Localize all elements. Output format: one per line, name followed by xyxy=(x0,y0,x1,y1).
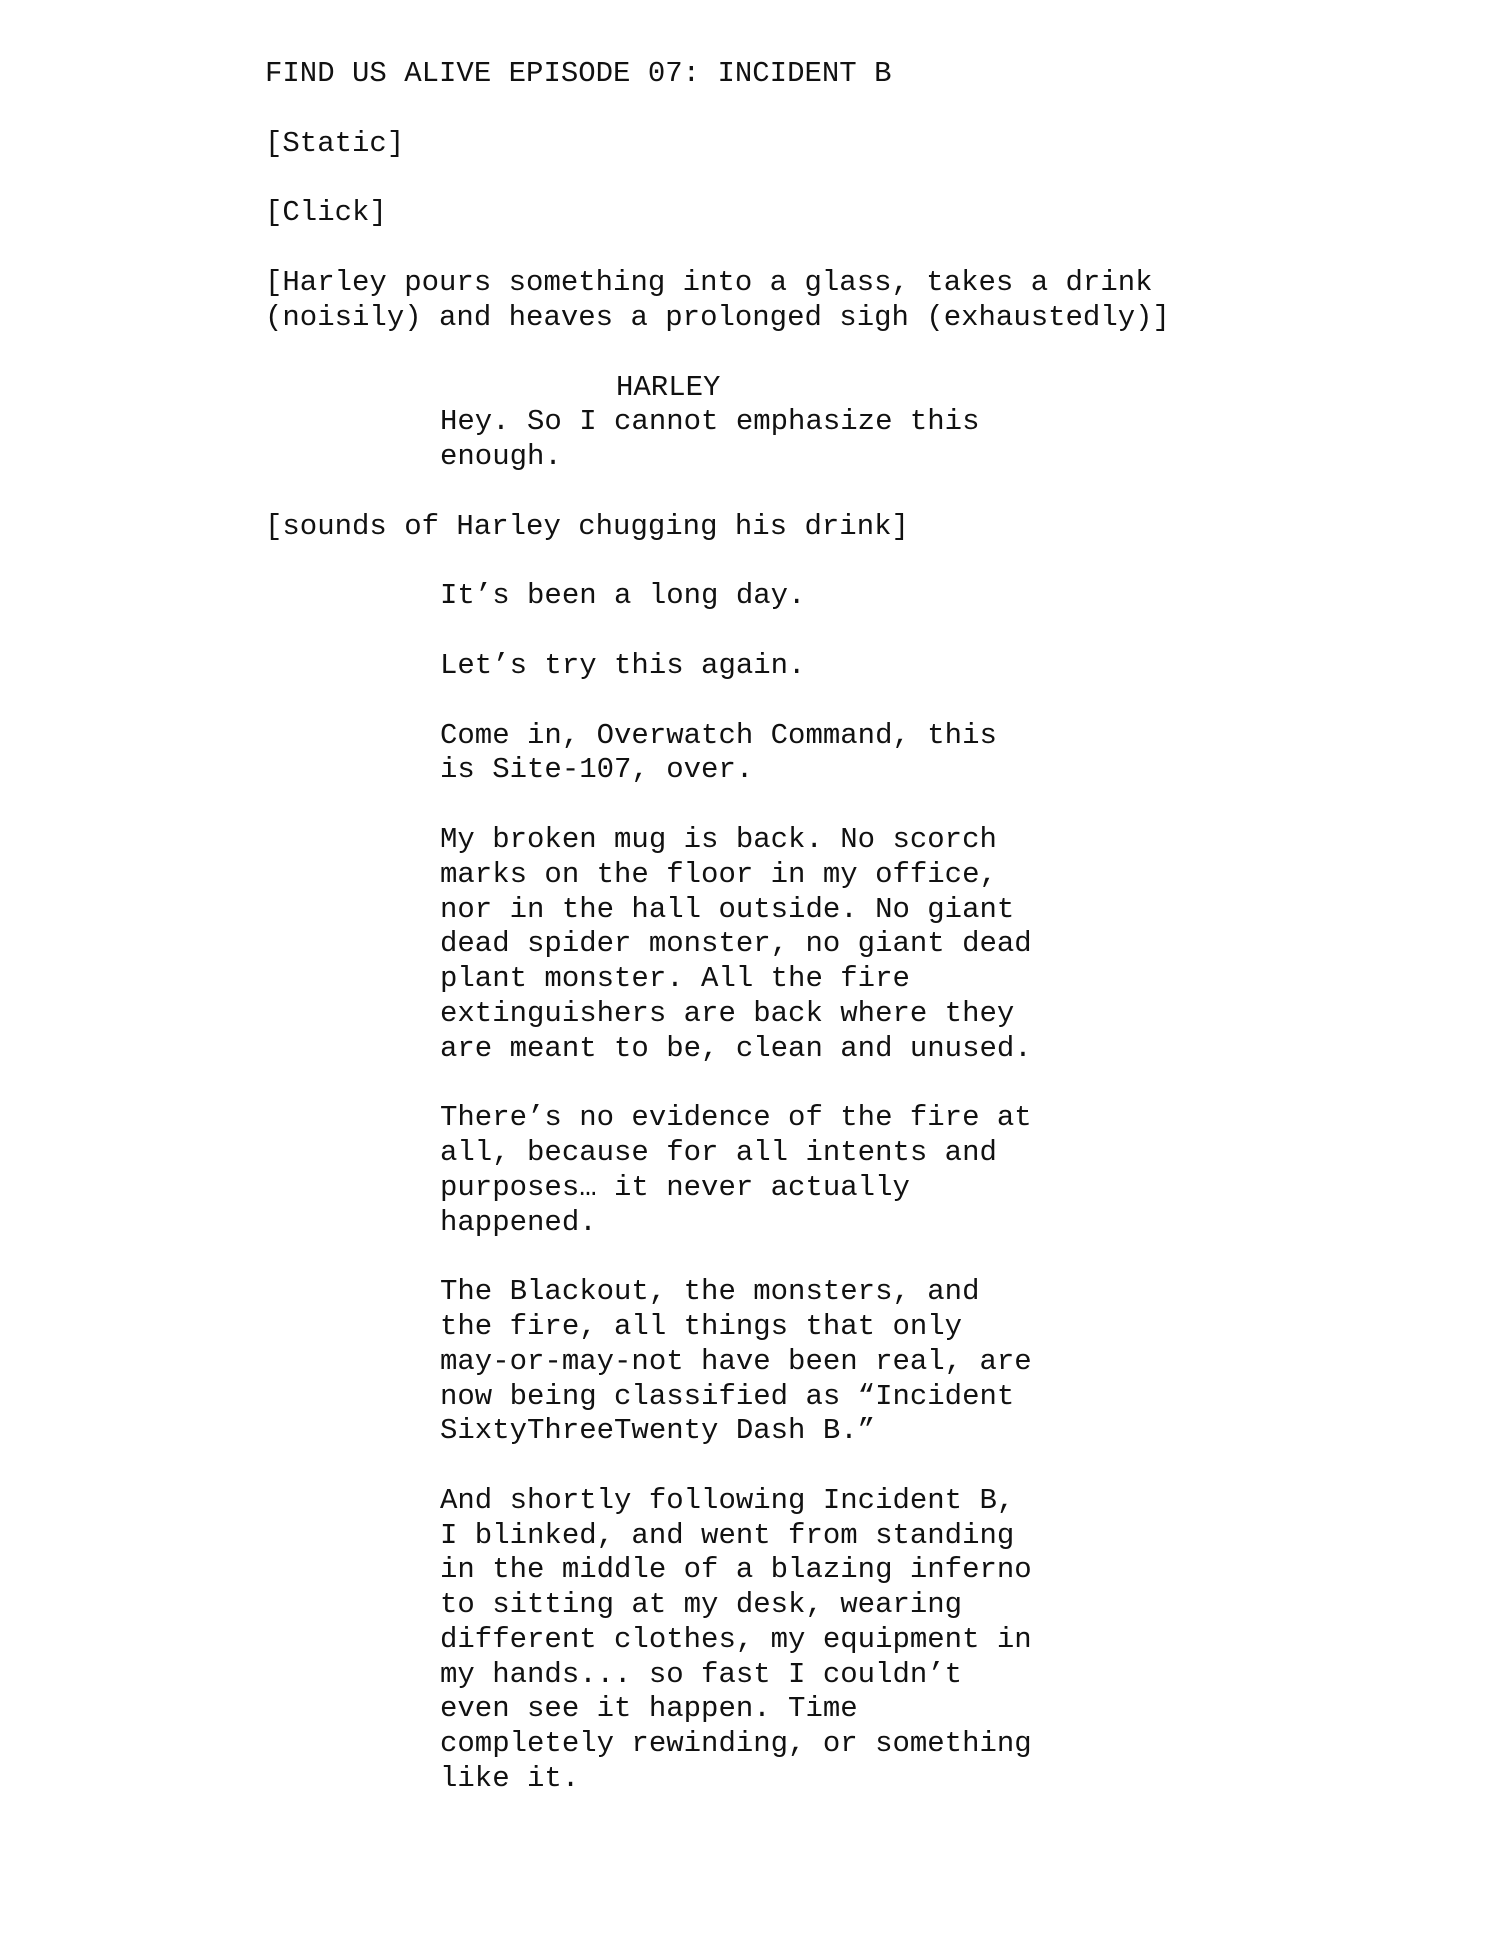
dialogue-line: nor in the hall outside. No giant xyxy=(440,893,1015,926)
dialogue-line: in the middle of a blazing inferno xyxy=(440,1553,1032,1586)
dialogue-line: like it. xyxy=(440,1762,580,1795)
dialogue-line: to sitting at my desk, wearing xyxy=(440,1588,963,1621)
dialogue-line: different clothes, my equipment in xyxy=(440,1623,1032,1656)
dialogue-line: extinguishers are back where they xyxy=(440,997,1015,1030)
stage-direction-pour-line-2: (noisily) and heaves a prolonged sigh (exhaustedly)] xyxy=(265,301,1170,334)
dialogue-line: I blinked, and went from standing xyxy=(440,1519,1015,1552)
dialogue-line: may-or-may-not have been real, are xyxy=(440,1345,1032,1378)
dialogue-line: purposes… it never actually xyxy=(440,1171,910,1204)
dialogue-line: marks on the floor in my office, xyxy=(440,858,997,891)
dialogue-line: It’s been a long day. xyxy=(440,579,806,612)
dialogue-line: My broken mug is back. No scorch xyxy=(440,823,997,856)
dialogue-line: Let’s try this again. xyxy=(440,649,806,682)
dialogue-line: my hands... so fast I couldn’t xyxy=(440,1658,963,1691)
dialogue-line: completely rewinding, or something xyxy=(440,1727,1032,1760)
dialogue-line: happened. xyxy=(440,1206,597,1239)
dialogue-line: Come in, Overwatch Command, this xyxy=(440,719,997,752)
dialogue-line: the fire, all things that only xyxy=(440,1310,963,1343)
character-name: HARLEY xyxy=(616,371,721,404)
stage-direction-chugging: [sounds of Harley chugging his drink] xyxy=(265,510,909,543)
stage-direction-pour-line-1: [Harley pours something into a glass, takes a drink xyxy=(265,266,1153,299)
dialogue-line: And shortly following Incident B, xyxy=(440,1484,1015,1517)
dialogue-line: Hey. So I cannot emphasize this xyxy=(440,405,980,438)
dialogue-line: The Blackout, the monsters, and xyxy=(440,1275,980,1308)
dialogue-line: enough. xyxy=(440,440,562,473)
dialogue-line: SixtyThreeTwenty Dash B.” xyxy=(440,1414,876,1447)
dialogue-line: are meant to be, clean and unused. xyxy=(440,1032,1032,1065)
dialogue-line: dead spider monster, no giant dead xyxy=(440,927,1032,960)
dialogue-line: even see it happen. Time xyxy=(440,1692,858,1725)
dialogue-line: now being classified as “Incident xyxy=(440,1380,1015,1413)
stage-direction-static: [Static] xyxy=(265,127,405,160)
dialogue-line: There’s no evidence of the fire at xyxy=(440,1101,1032,1134)
dialogue-line: plant monster. All the fire xyxy=(440,962,910,995)
episode-title: FIND US ALIVE EPISODE 07: INCIDENT B xyxy=(265,57,892,90)
stage-direction-click: [Click] xyxy=(265,196,387,229)
dialogue-line: is Site-107, over. xyxy=(440,753,754,786)
dialogue-line: all, because for all intents and xyxy=(440,1136,997,1169)
